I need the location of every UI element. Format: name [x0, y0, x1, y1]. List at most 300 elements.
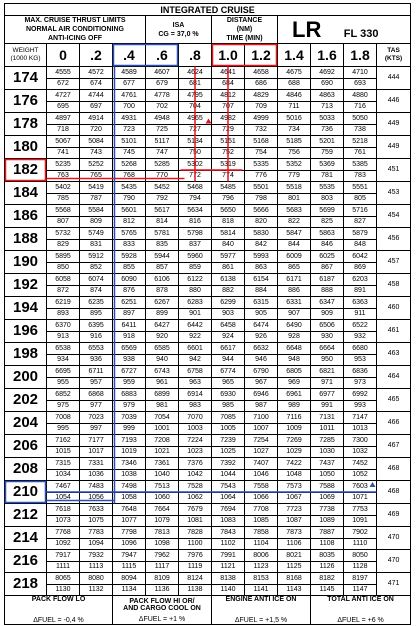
- cruise-cell: [278, 343, 311, 366]
- distance-value: 7300: [344, 436, 376, 447]
- time-value: 770: [156, 171, 168, 179]
- time-value: 783: [354, 171, 366, 179]
- thrust-conditions: [5, 16, 146, 44]
- time-value: 942: [189, 355, 201, 363]
- distance-value: 7648: [113, 505, 145, 516]
- distance-value: 7361: [146, 459, 178, 470]
- cruise-cell: [80, 67, 113, 90]
- distance-value: 7932: [80, 551, 112, 562]
- time-value: 878: [156, 286, 168, 294]
- cruise-cell: [113, 343, 146, 366]
- cruise-cell: [179, 481, 212, 504]
- time-value: 1001: [154, 424, 170, 432]
- distance-value: 8021: [278, 551, 310, 562]
- distance-value: 7843: [212, 528, 244, 539]
- distance-value: 8182: [311, 574, 343, 585]
- time-value: 1115: [121, 562, 137, 570]
- distance-value: 4965: [179, 114, 211, 125]
- time-value: 1141: [253, 585, 269, 593]
- time-value: 702: [156, 102, 168, 110]
- correction-title: PACK FLOW HI OR/: [129, 597, 195, 605]
- time-value: 899: [156, 309, 168, 317]
- distance-value: 8065: [47, 574, 79, 585]
- time-value: 1147: [352, 585, 368, 593]
- distance-value: 6585: [146, 344, 178, 355]
- distance-value: 6711: [80, 367, 112, 378]
- cruise-cell: [344, 90, 377, 113]
- time-value: 953: [354, 355, 366, 363]
- cruise-cell: [80, 274, 113, 297]
- distance-value: 6883: [113, 390, 145, 401]
- distance-value: 8109: [146, 574, 178, 585]
- cruise-cell: [146, 458, 179, 481]
- cruise-cell: [344, 320, 377, 343]
- tas-cell: 466: [377, 412, 411, 435]
- time-value: 794: [189, 194, 201, 202]
- correction-title-line-2: AND CARGO COOL ON: [123, 604, 201, 612]
- time-value: 884: [255, 286, 267, 294]
- time-value: 901: [189, 309, 201, 317]
- distance-time-cell: [212, 16, 278, 44]
- cruise-cell: [311, 527, 344, 550]
- weight-cell: 196: [5, 320, 47, 343]
- distance-value: 5617: [146, 206, 178, 217]
- time-value: 1038: [121, 470, 137, 478]
- cruise-cell: [179, 90, 212, 113]
- cruise-cell: [179, 113, 212, 136]
- time-value: 959: [123, 378, 135, 386]
- cruise-cell: [278, 320, 311, 343]
- cruise-cell: [212, 113, 245, 136]
- time-value: 867: [321, 263, 333, 271]
- time-value: 781: [321, 171, 333, 179]
- cruise-cell: [47, 274, 80, 297]
- time-value: 1140: [220, 585, 236, 593]
- distance-value: 4624: [179, 68, 211, 79]
- cruise-cell: [278, 90, 311, 113]
- distance-value: 8050: [344, 551, 376, 562]
- weight-cell: 210: [5, 481, 47, 504]
- cruise-cell: [47, 251, 80, 274]
- time-value: 829: [57, 240, 69, 248]
- time-value: 734: [288, 125, 300, 133]
- distance-value: 6090: [113, 275, 145, 286]
- time-value: 1034: [55, 470, 71, 478]
- cruise-cell: [80, 366, 113, 389]
- cruise-cell: [311, 205, 344, 228]
- distance-value: 7085: [212, 413, 244, 424]
- mach-column-header: .6: [146, 44, 179, 67]
- cruise-cell: [47, 113, 80, 136]
- cruise-cell: [311, 136, 344, 159]
- table-row: [5, 136, 411, 159]
- weight-cell: 198: [5, 343, 47, 366]
- time-value: 940: [156, 355, 168, 363]
- time-value: 977: [90, 401, 102, 409]
- cruise-cell: [245, 550, 278, 573]
- time-value: 1015: [55, 447, 71, 455]
- time-value: 1075: [88, 516, 104, 524]
- time-value: 1091: [352, 516, 368, 524]
- cruise-cell: [212, 412, 245, 435]
- distance-value: 5252: [80, 160, 112, 171]
- time-value: 1145: [319, 585, 335, 593]
- cruise-cell: [278, 550, 311, 573]
- time-value: 1121: [220, 562, 236, 570]
- distance-value: 7723: [278, 505, 310, 516]
- cruise-cell: [47, 389, 80, 412]
- cruise-cell: [278, 435, 311, 458]
- distance-value: 6315: [245, 298, 277, 309]
- distance-value: 5084: [80, 137, 112, 148]
- weight-cell: 176: [5, 90, 47, 113]
- distance-value: 6632: [245, 344, 277, 355]
- tas-cell: 461: [377, 320, 411, 343]
- time-value: 874: [90, 286, 102, 294]
- time-value: 863: [255, 263, 267, 271]
- time-value: 1128: [352, 562, 368, 570]
- distance-value: 6442: [179, 321, 211, 332]
- time-value: 934: [57, 355, 69, 363]
- cruise-cell: [146, 297, 179, 320]
- time-value: 936: [90, 355, 102, 363]
- cruise-cell: [311, 550, 344, 573]
- distance-value: 6009: [278, 252, 310, 263]
- cruise-cell: [245, 320, 278, 343]
- distance-value: 5235: [47, 160, 79, 171]
- tas-cell: 468: [377, 481, 411, 504]
- distance-value: 7269: [278, 436, 310, 447]
- cruise-cell: [212, 573, 245, 596]
- time-value: 1029: [286, 447, 302, 455]
- distance-value: 5385: [344, 160, 376, 171]
- distance-value: 6347: [311, 298, 343, 309]
- distance-value: 4829: [245, 91, 277, 102]
- time-value: 1104: [253, 539, 269, 547]
- cruise-cell: [179, 573, 212, 596]
- tas-cell: 470: [377, 550, 411, 573]
- distance-value: 8094: [113, 574, 145, 585]
- tas-cell: 451: [377, 159, 411, 182]
- time-value: 785: [57, 194, 69, 202]
- table-row: [5, 412, 411, 435]
- distance-value: 7753: [344, 505, 376, 516]
- mach-column-header: 1.6: [311, 44, 344, 67]
- weight-cell: 190: [5, 251, 47, 274]
- cruise-cell: [179, 550, 212, 573]
- distance-value: 7023: [80, 413, 112, 424]
- distance-label: DISTANCE: [226, 17, 263, 24]
- cruise-cell: [47, 297, 80, 320]
- time-value: 955: [57, 378, 69, 386]
- time-value: 807: [57, 217, 69, 225]
- cruise-cell: [179, 343, 212, 366]
- time-value: 729: [222, 125, 234, 133]
- tas-cell: 468: [377, 458, 411, 481]
- distance-value: 5285: [146, 160, 178, 171]
- distance-value: 7054: [146, 413, 178, 424]
- cruise-cell: [47, 458, 80, 481]
- cruise-cell: [278, 412, 311, 435]
- time-value: 1052: [352, 470, 368, 478]
- cruise-cell: [212, 527, 245, 550]
- cruise-cell: [278, 136, 311, 159]
- cruise-cell: [113, 366, 146, 389]
- correction-delta: ΔFUEL = -0,4 %: [33, 617, 84, 624]
- cruise-cell: [212, 205, 245, 228]
- distance-value: 5634: [179, 206, 211, 217]
- distance-value: 4948: [146, 114, 178, 125]
- distance-value: 6553: [80, 344, 112, 355]
- mach-column-header: 1.0: [212, 44, 245, 67]
- distance-value: 4692: [311, 68, 343, 79]
- time-value: 975: [57, 401, 69, 409]
- cruise-cell: [80, 182, 113, 205]
- distance-value: 6930: [212, 390, 244, 401]
- cruise-cell: [179, 274, 212, 297]
- cruise-cell: [212, 550, 245, 573]
- cruise-cell: [344, 366, 377, 389]
- time-value: 891: [354, 286, 366, 294]
- cruise-cell: [311, 435, 344, 458]
- time-value: 1079: [154, 516, 170, 524]
- cruise-cell: [245, 389, 278, 412]
- time-value: 674: [90, 79, 102, 87]
- distance-value: 7162: [47, 436, 79, 447]
- cruise-cell: [80, 113, 113, 136]
- cruise-cell: [113, 251, 146, 274]
- time-value: 677: [123, 79, 135, 87]
- distance-value: 7116: [278, 413, 310, 424]
- cruise-cell: [245, 182, 278, 205]
- distance-value: 4710: [344, 68, 376, 79]
- distance-value: 4897: [47, 114, 79, 125]
- distance-value: 5568: [47, 206, 79, 217]
- distance-value: 7452: [344, 459, 376, 470]
- distance-value: 7573: [278, 482, 310, 493]
- cruise-cell: [245, 90, 278, 113]
- tas-cell: 454: [377, 205, 411, 228]
- distance-value: 6506: [311, 321, 343, 332]
- distance-value: 5895: [47, 252, 79, 263]
- distance-value: 7208: [146, 436, 178, 447]
- distance-value: 6331: [278, 298, 310, 309]
- time-value: 997: [90, 424, 102, 432]
- cruise-cell: [245, 412, 278, 435]
- table-title: INTEGRATED CRUISE: [5, 4, 411, 16]
- cruise-cell: [80, 435, 113, 458]
- weight-cell: 218: [5, 573, 47, 596]
- tas-cell: 464: [377, 366, 411, 389]
- tas-cell: 449: [377, 113, 411, 136]
- cruise-cell: [278, 366, 311, 389]
- table-row: [5, 458, 411, 481]
- cruise-cell: [113, 159, 146, 182]
- cruise-cell: [80, 297, 113, 320]
- time-value: 1005: [220, 424, 236, 432]
- time-value: 888: [321, 286, 333, 294]
- distance-value: 5551: [344, 183, 376, 194]
- time-value: 1044: [220, 470, 236, 478]
- time-value: 1073: [55, 516, 71, 524]
- cruise-cell: [245, 343, 278, 366]
- distance-value: 7437: [311, 459, 343, 470]
- distance-value: 7991: [212, 551, 244, 562]
- cruise-cell: [245, 435, 278, 458]
- time-value: 818: [222, 217, 234, 225]
- distance-value: 7873: [278, 528, 310, 539]
- time-value: 979: [123, 401, 135, 409]
- table-row: [5, 67, 411, 90]
- cruise-cell: [311, 320, 344, 343]
- cruise-cell: [245, 136, 278, 159]
- distance-value: 7346: [113, 459, 145, 470]
- distance-value: 4812: [212, 91, 244, 102]
- tas-unit-label: (KTS): [384, 55, 403, 62]
- distance-value: 6868: [80, 390, 112, 401]
- time-value: 1019: [121, 447, 137, 455]
- distance-value: 6758: [179, 367, 211, 378]
- cruise-cell: [113, 527, 146, 550]
- distance-value: 5101: [113, 137, 145, 148]
- time-value: 855: [123, 263, 135, 271]
- distance-value: 7976: [179, 551, 211, 562]
- time-value: 991: [321, 401, 333, 409]
- cruise-cell: [245, 113, 278, 136]
- time-value: 880: [189, 286, 201, 294]
- distance-value: 5352: [278, 160, 310, 171]
- time-value: 738: [354, 125, 366, 133]
- weight-cell: 208: [5, 458, 47, 481]
- distance-value: 4931: [113, 114, 145, 125]
- distance-value: 7070: [179, 413, 211, 424]
- time-value: 1040: [154, 470, 170, 478]
- weight-cell: 200: [5, 366, 47, 389]
- table-row: [5, 205, 411, 228]
- distance-value: 8168: [278, 574, 310, 585]
- time-value: 747: [156, 148, 168, 156]
- time-value: 971: [321, 378, 333, 386]
- time-value: 684: [222, 79, 234, 87]
- cruise-cell: [146, 320, 179, 343]
- time-value: 837: [189, 240, 201, 248]
- time-value: 861: [222, 263, 234, 271]
- distance-value: 7254: [245, 436, 277, 447]
- table-row: [5, 550, 411, 573]
- cruise-cell: [47, 159, 80, 182]
- cruise-cell: [344, 527, 377, 550]
- cruise-cell: [179, 251, 212, 274]
- distance-value: 4778: [146, 91, 178, 102]
- weight-cell: 174: [5, 67, 47, 90]
- tas-cell: 453: [377, 182, 411, 205]
- cruise-cell: [47, 320, 80, 343]
- cruise-cell: [113, 504, 146, 527]
- mach-column-header: .8: [179, 44, 212, 67]
- distance-value: 5501: [245, 183, 277, 194]
- cruise-cell: [245, 458, 278, 481]
- cruise-cell: [146, 343, 179, 366]
- distance-value: 7513: [146, 482, 178, 493]
- distance-value: 7783: [80, 528, 112, 539]
- time-value: 865: [288, 263, 300, 271]
- tas-label: TAS: [387, 47, 400, 54]
- time-value: 1058: [121, 493, 137, 501]
- isa-cg-cell: [146, 16, 212, 44]
- table-row: [5, 113, 411, 136]
- time-value: 1062: [187, 493, 203, 501]
- time-value: 693: [354, 79, 366, 87]
- table-row: [5, 527, 411, 550]
- distance-value: 8006: [245, 551, 277, 562]
- cruise-cell: [278, 113, 311, 136]
- time-value: 736: [321, 125, 333, 133]
- cruise-cell: [146, 573, 179, 596]
- cruise-cell: [179, 435, 212, 458]
- cruise-cell: [80, 573, 113, 596]
- distance-value: 6058: [47, 275, 79, 286]
- distance-value: 7483: [80, 482, 112, 493]
- correction-delta: ΔFUEL = +1 %: [138, 615, 186, 623]
- time-value: 688: [288, 79, 300, 87]
- conditions-line-3: ANTI-ICING OFF: [47, 35, 103, 42]
- distance-value: 5402: [47, 183, 79, 194]
- time-value: 1110: [352, 539, 368, 547]
- time-value: 798: [255, 194, 267, 202]
- cruise-cell: [179, 205, 212, 228]
- table-row: [5, 320, 411, 343]
- cruise-cell: [179, 320, 212, 343]
- distance-value: 7588: [311, 482, 343, 493]
- time-value: 725: [156, 125, 168, 133]
- cruise-cell: [47, 573, 80, 596]
- time-value: 1003: [187, 424, 203, 432]
- fuel-correction-cell: [113, 596, 212, 625]
- time-value: 1069: [319, 493, 335, 501]
- cruise-cell: [311, 297, 344, 320]
- mach-column-header: 1.4: [278, 44, 311, 67]
- time-value: 816: [189, 217, 201, 225]
- distance-value: 5117: [146, 137, 178, 148]
- time-value: 745: [123, 148, 135, 156]
- cruise-cell: [80, 205, 113, 228]
- cruise-cell: [113, 67, 146, 90]
- cruise-cell: [47, 481, 80, 504]
- distance-value: 5201: [311, 137, 343, 148]
- cruise-cell: [212, 504, 245, 527]
- time-value: 779: [288, 171, 300, 179]
- cruise-cell: [146, 159, 179, 182]
- time-value: 907: [288, 309, 300, 317]
- time-value: 893: [57, 309, 69, 317]
- tas-cell: 471: [377, 573, 411, 596]
- time-value: 944: [222, 355, 234, 363]
- time-value: 1138: [187, 585, 203, 593]
- time-value: 803: [321, 194, 333, 202]
- distance-value: 5944: [146, 252, 178, 263]
- conditions-line-2: NORMAL AIR CONDITIONING: [26, 26, 124, 33]
- distance-value: 5912: [80, 252, 112, 263]
- cruise-cell: [146, 90, 179, 113]
- distance-value: 7407: [245, 459, 277, 470]
- time-value: 1123: [253, 562, 269, 570]
- distance-value: 5268: [113, 160, 145, 171]
- table-row: [5, 343, 411, 366]
- tas-cell: 456: [377, 228, 411, 251]
- distance-value: 5452: [146, 183, 178, 194]
- weight-cell: 202: [5, 389, 47, 412]
- distance-value: 4744: [80, 91, 112, 102]
